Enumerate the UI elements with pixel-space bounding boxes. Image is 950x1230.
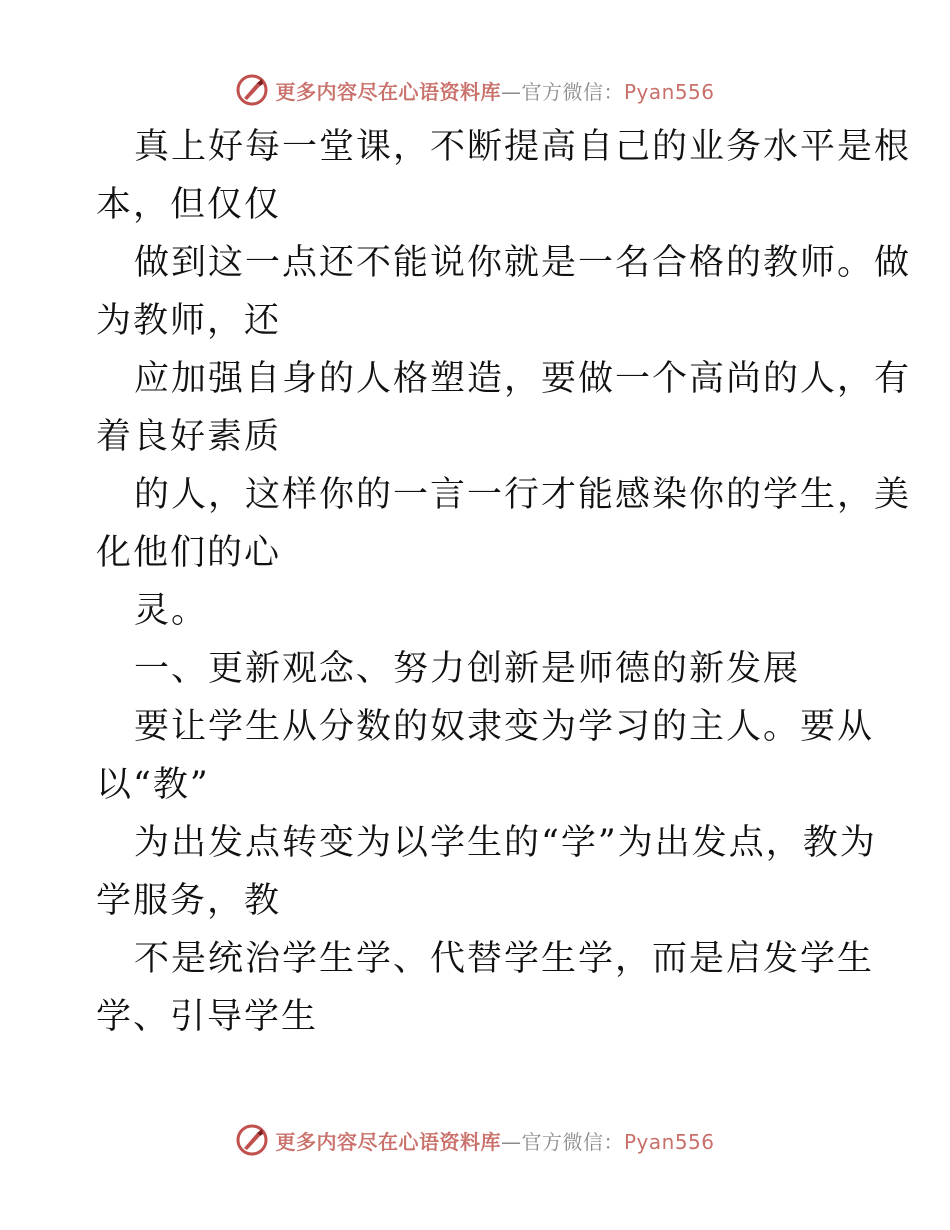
body-line: 为出发点转变为以学生的“学”为出发点，教为 (134, 823, 877, 863)
body-line: 着良好素质 (96, 417, 282, 457)
watermark-separator: — (500, 1129, 522, 1154)
watermark-contact-label: 官方微信： (521, 1129, 624, 1154)
body-line: 灵。 (134, 591, 209, 631)
body-line: 真上好每一堂课，不断提高自己的业务水平是根 (134, 127, 912, 167)
body-line: 不是统治学生学、代替学生学，而是启发学生 (134, 939, 875, 979)
watermark-contact-id: Pyan556 (623, 1129, 715, 1154)
body-line: 应加强自身的人格塑造，要做一个高尚的人，有 (134, 359, 912, 399)
body-line: 本，但仅仅 (96, 185, 282, 225)
watermark-main: 更多内容尽在心语资料库 (275, 79, 501, 104)
watermark-contact-id: Pyan556 (623, 79, 715, 104)
watermark-separator: — (500, 79, 522, 104)
body-line: 学服务，教 (96, 881, 282, 921)
body-line: 为教师，还 (96, 301, 282, 341)
body-line: 以“教” (96, 765, 210, 805)
body-line: 要让学生从分数的奴隶变为学习的主人。要从 (134, 707, 875, 747)
body-line: 化他们的心 (96, 533, 282, 573)
pen-logo-icon (235, 1123, 269, 1157)
body-line: 做到这一点还不能说你就是一名合格的教师。做 (134, 243, 912, 283)
watermark-text (275, 1126, 714, 1155)
footer-watermark (0, 1120, 950, 1160)
body-line: 的人，这样你的一言一行才能感染你的学生，美 (134, 475, 912, 515)
body-line: 学、引导学生 (96, 997, 319, 1037)
document-body (96, 118, 912, 1046)
watermark-text (275, 76, 714, 105)
watermark-main: 更多内容尽在心语资料库 (275, 1129, 501, 1154)
pen-logo-icon (235, 73, 269, 107)
section-heading: 一、更新观念、努力创新是师德的新发展 (134, 649, 801, 689)
watermark-contact-label: 官方微信： (521, 79, 624, 104)
header-watermark (0, 70, 950, 110)
